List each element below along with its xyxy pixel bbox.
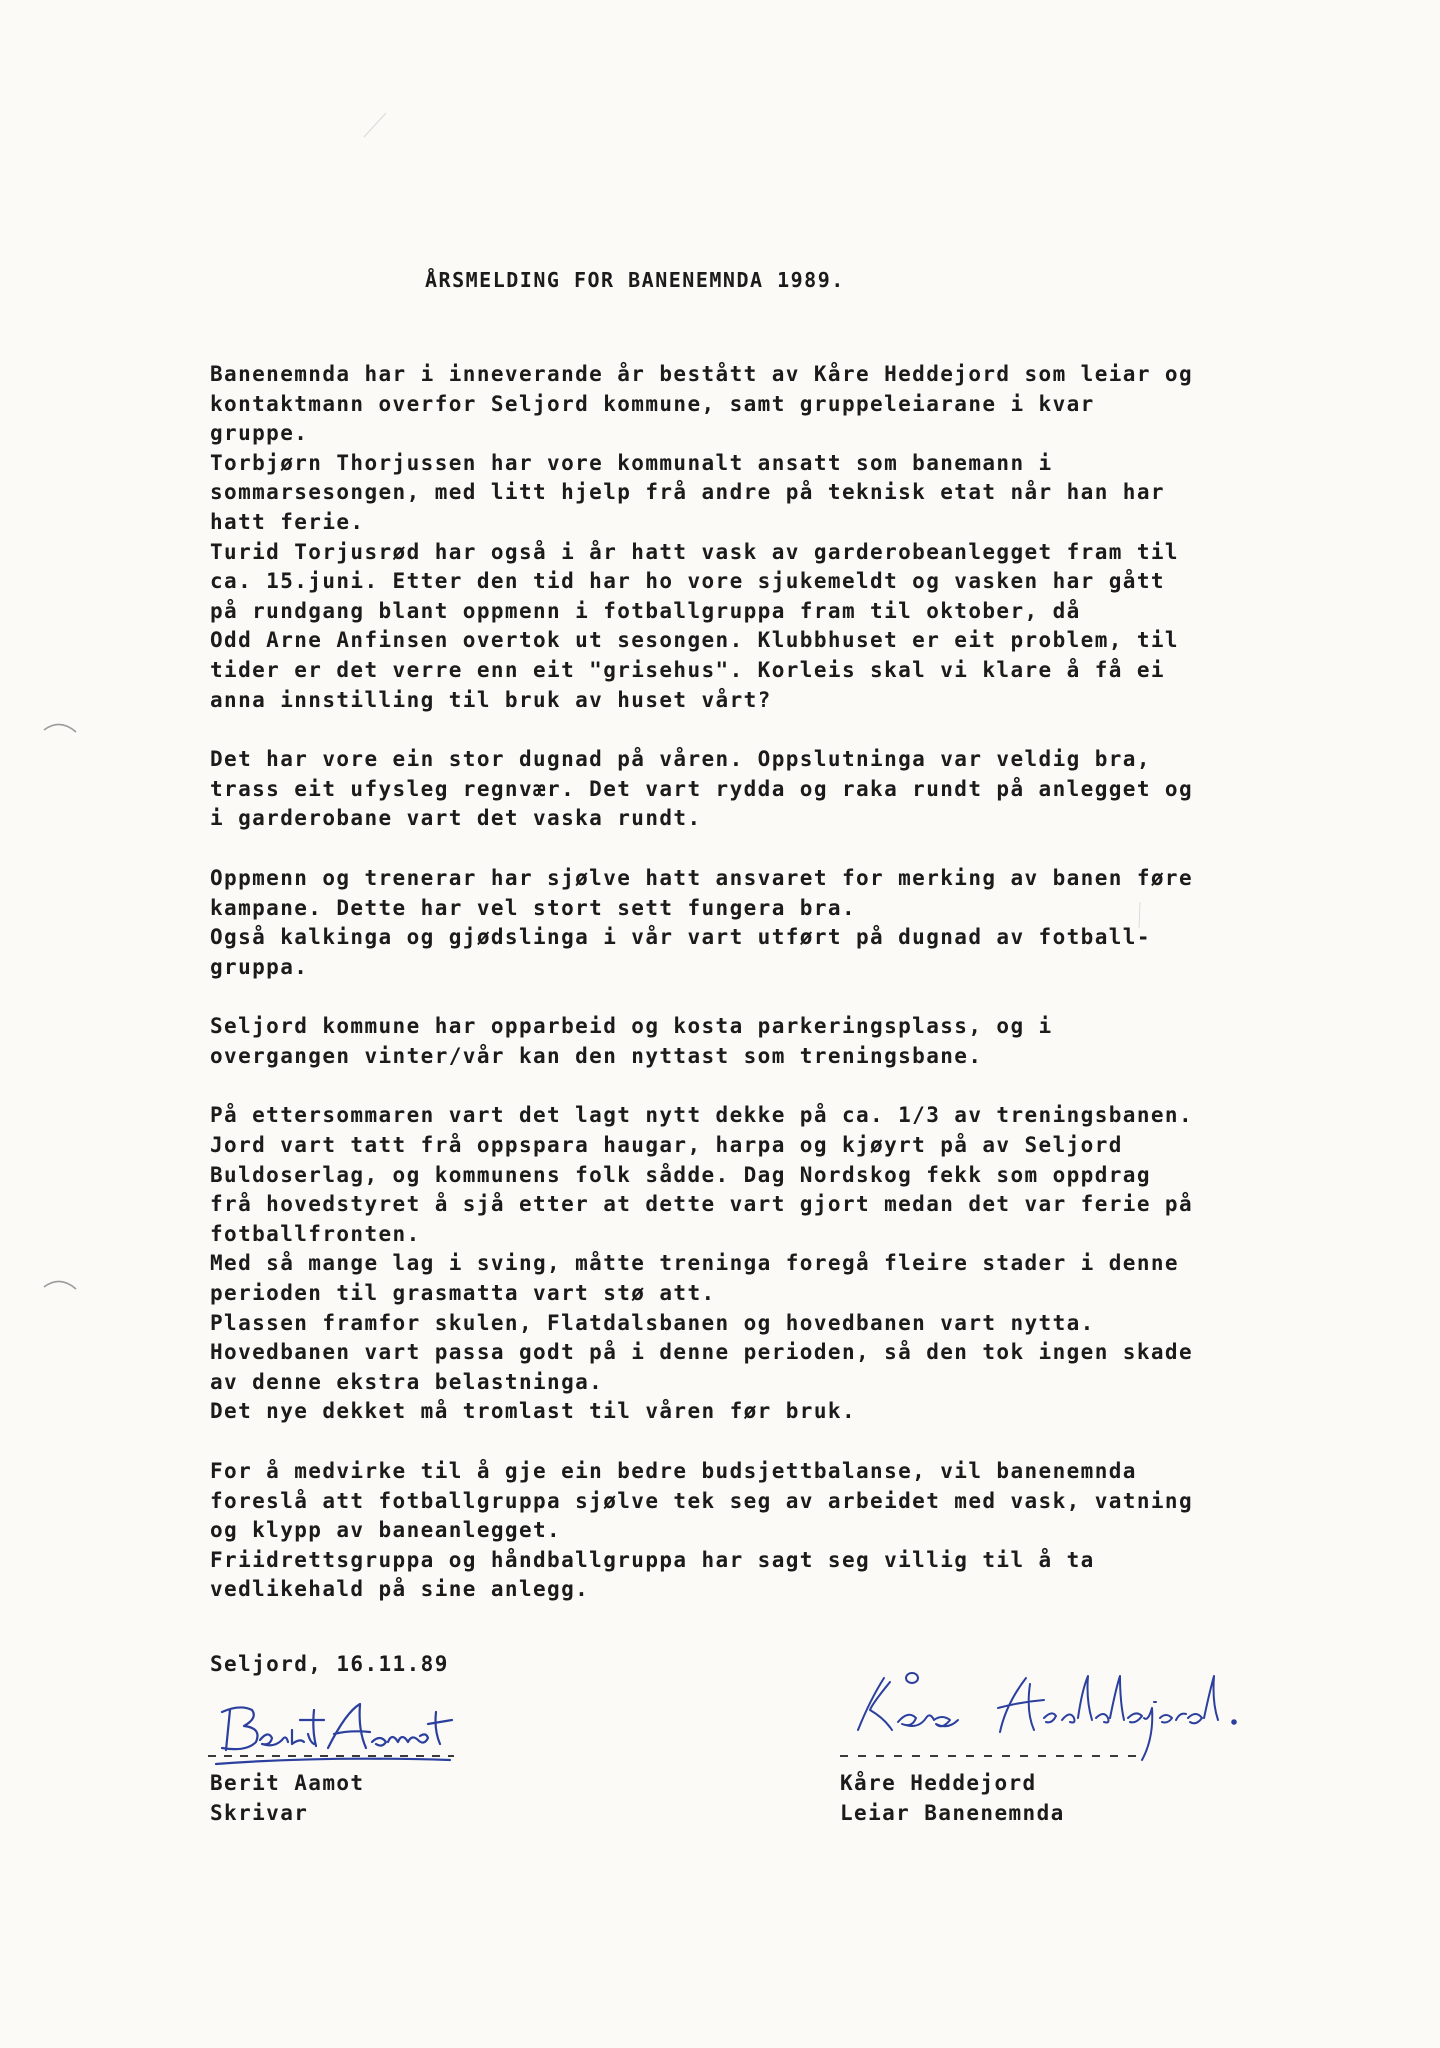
signatory-role: Skrivar xyxy=(210,1801,309,1825)
body-line: hatt ferie. xyxy=(210,509,365,534)
scan-mark xyxy=(360,110,390,140)
signature-line-left xyxy=(206,1752,456,1760)
body-line: ca. 15.juni. Etter den tid har ho vore sjukemeldt og vasken har gått xyxy=(210,569,1165,594)
body-line: Seljord kommune har opparbeid og kosta parkeringsplass, og i xyxy=(210,1014,1053,1039)
punch-hole-mark-top xyxy=(40,718,80,758)
body-line: kontaktmann overfor Seljord kommune, samt gruppeleiarane i kvar xyxy=(210,391,1095,416)
paragraph xyxy=(210,1457,1300,1605)
body-line: frå hovedstyret å sjå etter at dette vart gjort medan det var ferie på xyxy=(210,1192,1194,1217)
body-line: Det har vore ein stor dugnad på våren. Oppslutninga var veldig bra, xyxy=(210,747,1151,772)
body-line: På ettersommaren vart det lagt nytt dekke på ca. 1/3 av treningsbanen. xyxy=(210,1103,1194,1128)
body-line: kampane. Dette har vel stort sett fungera bra. xyxy=(210,895,856,920)
body-line: av denne ekstra belastninga. xyxy=(210,1369,604,1394)
signature-line-right xyxy=(838,1752,1138,1760)
body-line: gruppa. xyxy=(210,954,309,979)
body-line: Med så mange lag i sving, måtte treninga foregå fleire stader i denne xyxy=(210,1251,1179,1276)
signature-kare-heddejord xyxy=(830,1660,1260,1780)
body-line: Torbjørn Thorjussen har vore kommunalt ansatt som banemann i xyxy=(210,450,1053,475)
body-line: tider er det verre enn eit "grisehus". Korleis skal vi klare å få ei xyxy=(210,657,1165,682)
place-date: Seljord, 16.11.89 xyxy=(210,1652,449,1676)
body-line: perioden til grasmatta vart stø att. xyxy=(210,1281,716,1306)
signatory-name: Berit Aamot xyxy=(210,1771,365,1795)
body-line: sommarsesongen, med litt hjelp frå andre på teknisk etat når han har xyxy=(210,480,1165,505)
body-line: Det nye dekket må tromlast til våren før bruk. xyxy=(210,1399,856,1424)
body-line: Buldoserlag, og kommunens folk sådde. Dag Nordskog fekk som oppdrag xyxy=(210,1162,1151,1187)
body-line: trass eit ufysleg regnvær. Det vart rydda og raka rundt på anlegget og xyxy=(210,776,1194,801)
body-line: fotballfronten. xyxy=(210,1221,421,1246)
body-line: Hovedbanen vart passa godt på i denne perioden, så den tok ingen skade xyxy=(210,1340,1194,1365)
body-line: Også kalkinga og gjødslinga i vår vart utført på dugnad av fotball- xyxy=(210,925,1151,950)
body-line: gruppe. xyxy=(210,421,309,446)
body-line: i garderobane vart det vaska rundt. xyxy=(210,806,702,831)
signatory-role: Leiar Banenemnda xyxy=(840,1801,1065,1825)
body-line: Oppmenn og trenerar har sjølve hatt ansvaret for merking av banen føre xyxy=(210,865,1194,890)
paragraph xyxy=(210,1101,1300,1427)
body-line: Banenemnda har i inneverande år bestått av Kåre Heddejord som leiar og xyxy=(210,362,1194,386)
paragraph xyxy=(210,745,1300,834)
paragraph xyxy=(210,864,1300,982)
signature-berit-aamot xyxy=(200,1690,490,1780)
body-line: overgangen vinter/vår kan den nyttast som treningsbane. xyxy=(210,1043,983,1068)
body-line: Odd Arne Anfinsen overtok ut sesongen. Klubbhuset er eit problem, til xyxy=(210,628,1179,653)
body-line: og klypp av baneanlegget. xyxy=(210,1518,562,1543)
body-line: foreslå att fotballgruppa sjølve tek seg av arbeidet med vask, vatning xyxy=(210,1488,1194,1513)
body-line: For å medvirke til å gje ein bedre budsjettbalanse, vil banenemnda xyxy=(210,1459,1137,1483)
signatory-right xyxy=(840,1768,1065,1828)
body-line: anna innstilling til bruk av huset vårt? xyxy=(210,687,772,712)
body-line: Friidrettsgruppa og håndballgruppa har sagt seg villig til å ta xyxy=(210,1547,1095,1572)
paragraph xyxy=(210,1012,1300,1071)
punch-hole-mark-bottom xyxy=(40,1275,80,1315)
body-line: Turid Torjusrød har også i år hatt vask av garderobeanlegget fram til xyxy=(210,539,1179,564)
body-line: på rundgang blant oppmenn i fotballgruppa fram til oktober, då xyxy=(210,598,1081,623)
body-line: Jord vart tatt frå oppspara haugar, harpa og kjøyrt på av Seljord xyxy=(210,1133,1123,1158)
signatory-left xyxy=(210,1768,364,1828)
body-line: vedlikehald på sine anlegg. xyxy=(210,1577,590,1602)
body-line: Plassen framfor skulen, Flatdalsbanen og hovedbanen vart nytta. xyxy=(210,1310,1095,1335)
document-title: ÅRSMELDING FOR BANENEMNDA 1989. xyxy=(425,268,845,292)
signatory-name: Kåre Heddejord xyxy=(840,1771,1037,1795)
document-body xyxy=(210,360,1300,1635)
paragraph xyxy=(210,360,1300,715)
